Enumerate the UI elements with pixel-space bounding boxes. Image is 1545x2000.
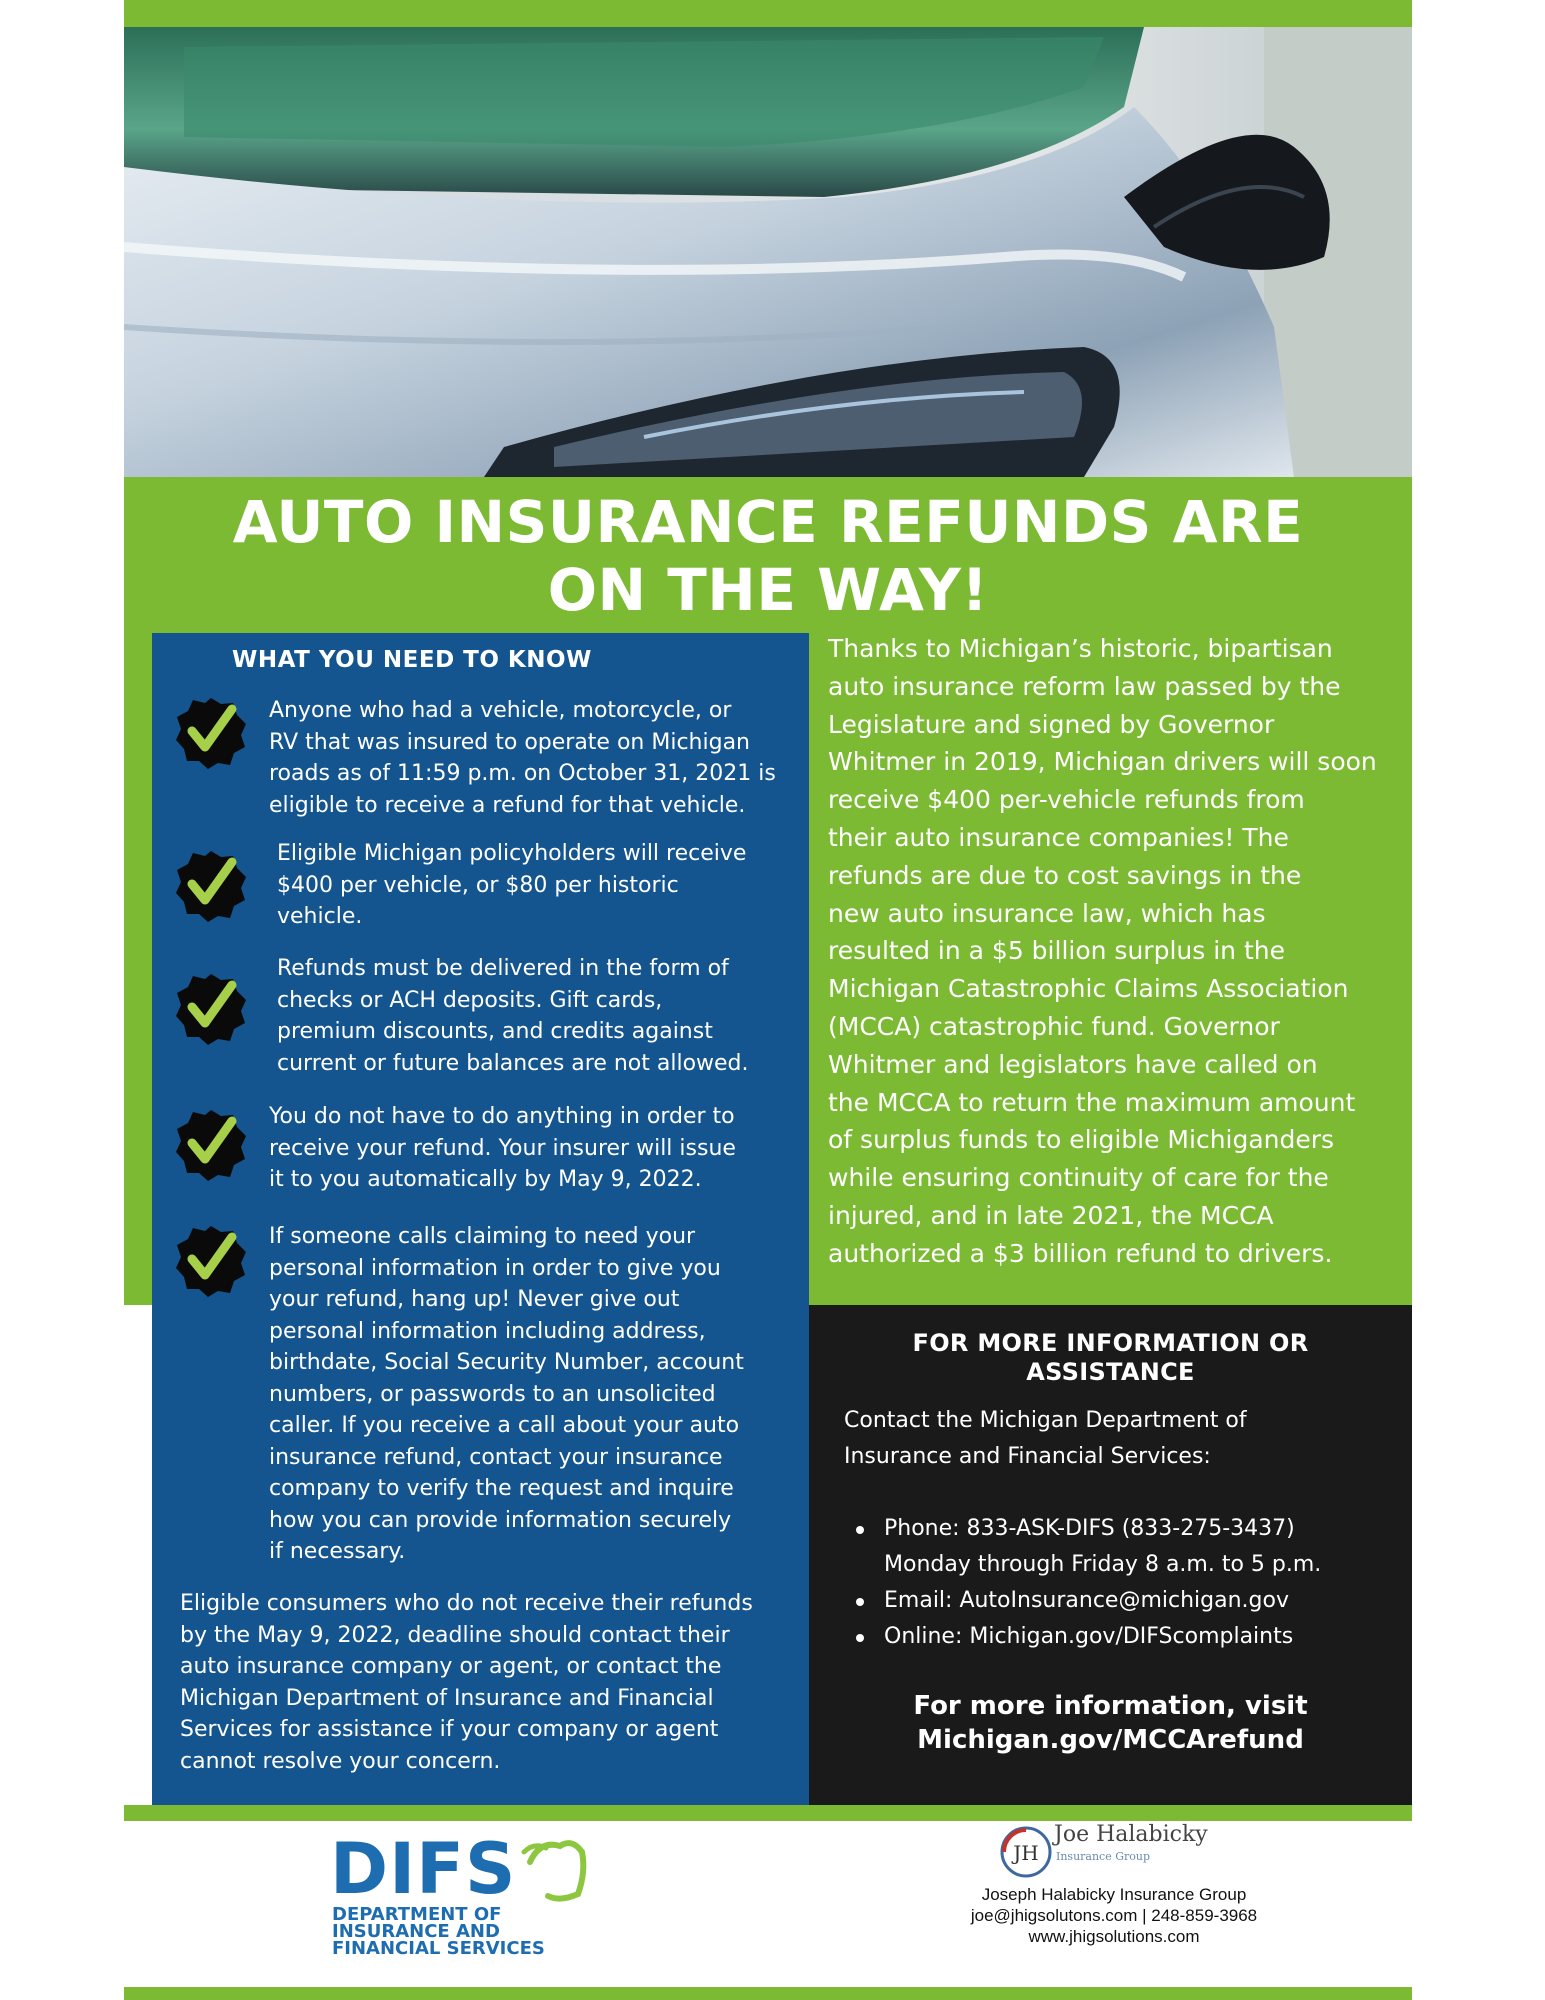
agency-website[interactable]: www.jhigsolutions.com [1028,1927,1200,1946]
what-you-need-to-know-panel [152,633,809,1805]
bullet-icon [856,1526,864,1534]
checkmark-icon [174,695,248,769]
reform-paragraph: Thanks to Michigan’s historic, bipartisan auto insurance reform law passed by the Legislature and signed by Governor Whitmer in 2019, Michigan drivers will soon receive $400 per-vehicle refunds from their auto insurance companies! The refunds are due to cost savings in the new auto insurance law, which has resulted in a $5 billion surplus in the Michigan Catastrophic Claims Association (MCCA) catastrophic fund. Governor Whitmer and legislators have called on the MCCA to return the maximum amount of surplus funds to eligible Michiganders while ensuring continuity of care for the injured, and in late 2021, the MCCA authorized a $3 billion refund to drivers. [828,634,1377,1268]
agency-email-phone[interactable]: joe@jhigsolutons.com | 248-859-3968 [970,1906,1258,1925]
assistance-intro: Contact the Michigan Department of Insurance and Financial Services: [844,1408,1247,1469]
headline [124,488,1412,624]
difs-wordmark: DIFS [330,1828,517,1910]
difs-full-name: DEPARTMENT OF INSURANCE AND FINANCIAL SERVICES [332,1904,545,1959]
difs-logo [330,1828,590,1972]
top-green-band [124,0,1412,27]
bottom-green-band [124,1805,1412,1821]
contact-email: Email: AutoInsurance@michigan.gov [844,1583,1404,1619]
contact-phone: Phone: 833-ASK-DIFS (833-275-3437) Monday through Friday 8 a.m. to 5 p.m. [844,1511,1404,1583]
list-item-text: If someone calls claiming to need your personal information in order to give you your refund, hang up! Never give out personal information including address, birthdate, Social Security Number, account numbers, or passwords to an unsolicited caller. If you receive a call about your auto insurance refund, contact your insurance company to verify the request and inquire how you can provide information securely if necessary. [269,1224,744,1564]
contact-list [844,1511,1404,1655]
michigan-outline-icon [520,1832,590,1906]
mcca-refund-link[interactable]: Michigan.gov/MCCArefund [917,1725,1304,1755]
checkmark-icon [174,848,248,922]
car-illustration [124,27,1412,477]
assistance-heading: FOR MORE INFORMATION OR ASSISTANCE [912,1329,1309,1386]
agency-logo-name: Joe Halabicky [1054,1822,1208,1847]
assistance-panel [809,1305,1412,1805]
agency-contact [904,1884,1324,1947]
checkmark-icon [174,971,248,1045]
visit-website: For more information, visit Michigan.gov/MCCArefund [809,1689,1412,1757]
list-item-text: Refunds must be delivered in the form of checks or ACH deposits. Gift cards, premium discounts, and credits against current or future balances are not allowed. [277,956,749,1076]
jh-monogram-icon [996,1822,1056,1882]
agency-block [904,1822,1324,1982]
agency-logo-sub: Insurance Group [1056,1850,1151,1863]
list-item-text: You do not have to do anything in order to receive your refund. Your insurer will issue it to you automatically by May 9, 2022. [269,1104,736,1192]
svg-text:JH: JH [1013,1841,1039,1865]
bullet-icon [856,1634,864,1642]
headline-line-2: ON THE WAY! [547,556,989,624]
flyer [124,0,1412,2000]
contact-online: Online: Michigan.gov/DIFScomplaints [844,1619,1404,1655]
footer-green-band [124,1987,1412,2000]
list-item-text: Anyone who had a vehicle, motorcycle, or RV that was insured to operate on Michigan roads as of 11:59 p.m. on October 31, 2021 is eligible to receive a refund for that vehicle. [269,698,776,818]
panel-heading: WHAT YOU NEED TO KNOW [232,647,592,673]
agency-name: Joseph Halabicky Insurance Group [981,1885,1247,1904]
headline-line-1: AUTO INSURANCE REFUNDS ARE [232,488,1304,556]
checkmark-icon [174,1107,248,1181]
checkmark-icon [174,1223,248,1297]
hero-car-image [124,27,1412,477]
bullet-icon [856,1598,864,1606]
list-item-text: Eligible Michigan policyholders will receive $400 per vehicle, or $80 per historic vehicle. [277,841,747,929]
eligibility-footer-text: Eligible consumers who do not receive their refunds by the May 9, 2022, deadline should contact their auto insurance company or agent, or contact the Michigan Department of Insurance and Financial Services for assistance if your company or agent cannot resolve your concern. [180,1591,753,1774]
